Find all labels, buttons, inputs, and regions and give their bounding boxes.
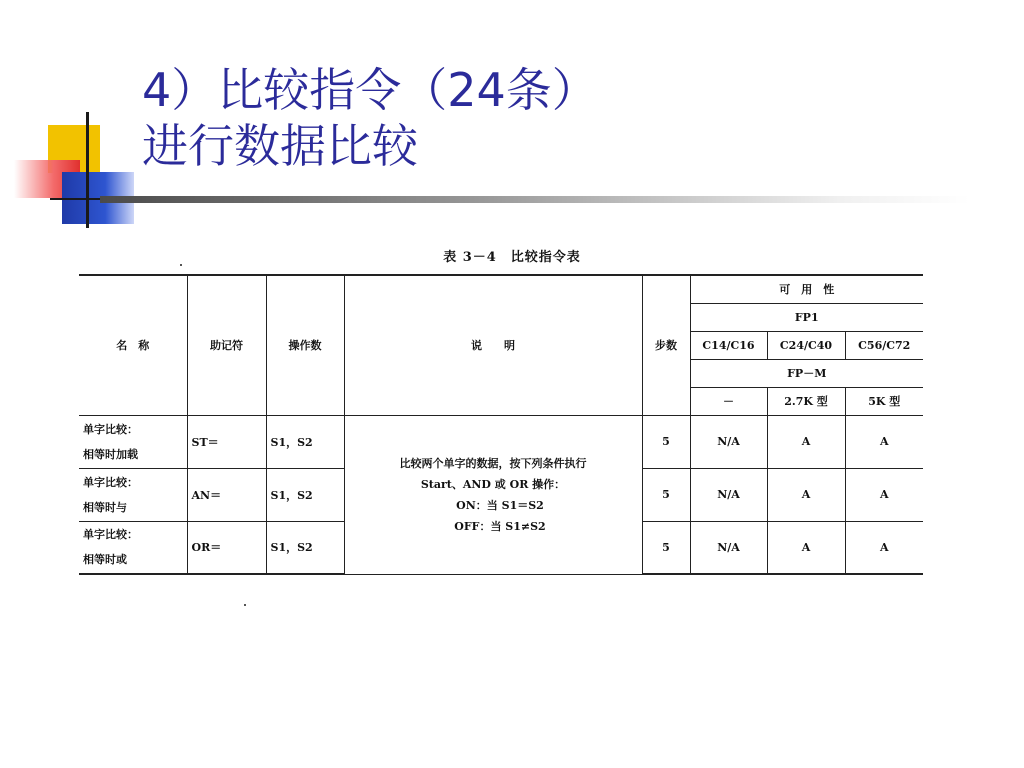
row-c14: N/A — [690, 468, 767, 521]
description-line-4: OFF：当 S1≠S2 — [454, 519, 546, 533]
row-steps: 5 — [642, 521, 690, 574]
description-line-2: Start、AND 或 OR 操作： — [420, 477, 566, 491]
row-mnemonic: AN＝ — [187, 468, 266, 521]
comparison-instruction-table — [79, 274, 923, 575]
header-operand: 操作数 — [266, 275, 344, 415]
header-availability: 可 用 性 — [690, 275, 923, 303]
row-c24: A — [767, 521, 845, 574]
row-c14: N/A — [690, 415, 767, 468]
header-c24: C24/C40 — [767, 331, 845, 359]
decor-vertical-line — [86, 112, 89, 228]
row-operand: S1，S2 — [266, 415, 344, 468]
row-c56: A — [845, 521, 923, 574]
header-fpm: FP－M — [690, 359, 923, 387]
title-line-1: 4）比较指令（24条） — [142, 63, 598, 117]
scan-speck — [244, 604, 246, 606]
row-c56: A — [845, 415, 923, 468]
header-c14: C14/C16 — [690, 331, 767, 359]
row-mnemonic: OR＝ — [187, 521, 266, 574]
description-line-1: 比较两个单字的数据，按下列条件执行 — [399, 456, 587, 470]
header-5k: 5K 型 — [845, 387, 923, 415]
header-description: 说 明 — [344, 275, 642, 415]
row-name-line-1: 单字比较： — [83, 528, 138, 542]
description-line-3: ON：当 S1＝S2 — [456, 498, 544, 512]
row-c24: A — [767, 415, 845, 468]
header-2-7k: 2.7K 型 — [767, 387, 845, 415]
row-name-line-1: 单字比较： — [83, 422, 138, 436]
table-row — [79, 415, 923, 468]
header-mnemonic: 助记符 — [187, 275, 266, 415]
scan-speck — [180, 264, 182, 266]
row-name — [79, 415, 187, 468]
row-mnemonic: ST＝ — [187, 415, 266, 468]
row-name-line-2: 相等时与 — [83, 500, 127, 514]
row-description — [344, 415, 642, 574]
title-underline-rule — [100, 196, 970, 203]
row-name-line-2: 相等时加载 — [83, 447, 138, 461]
header-dash: － — [690, 387, 767, 415]
row-name — [79, 468, 187, 521]
row-steps: 5 — [642, 415, 690, 468]
header-row — [79, 275, 923, 303]
header-c56: C56/C72 — [845, 331, 923, 359]
slide-title — [142, 62, 598, 174]
row-name-line-1: 单字比较： — [83, 475, 138, 489]
row-steps: 5 — [642, 468, 690, 521]
row-name — [79, 521, 187, 574]
row-operand: S1，S2 — [266, 468, 344, 521]
row-operand: S1，S2 — [266, 521, 344, 574]
table-caption: 表 3－4 比较指令表 — [443, 250, 581, 265]
header-name: 名 称 — [79, 275, 187, 415]
row-c14: N/A — [690, 521, 767, 574]
row-name-line-2: 相等时或 — [83, 553, 127, 567]
header-steps: 步数 — [642, 275, 690, 415]
row-c56: A — [845, 468, 923, 521]
header-fp1: FP1 — [690, 303, 923, 331]
title-line-2: 进行数据比较 — [142, 119, 418, 173]
row-c24: A — [767, 468, 845, 521]
